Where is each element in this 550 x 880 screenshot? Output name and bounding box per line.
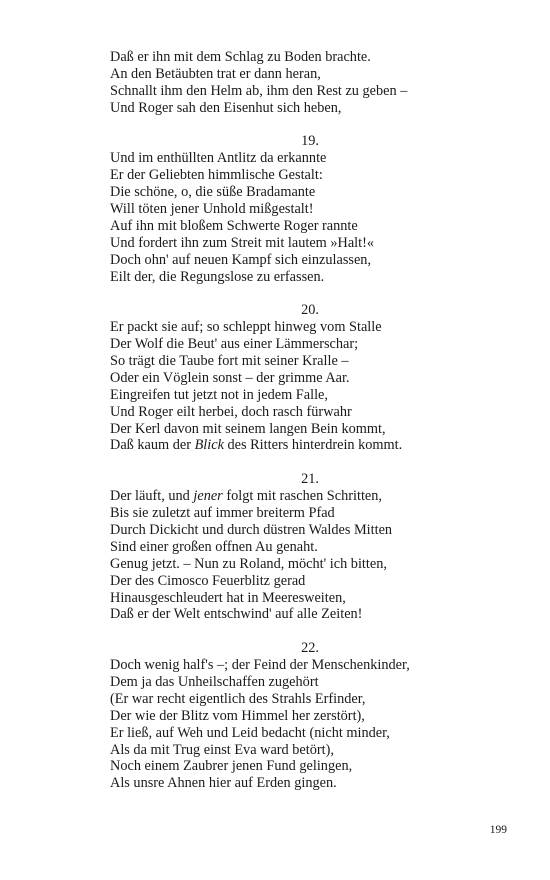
verse-line: Dem ja das Unheilschaffen zugehört <box>110 673 319 690</box>
stanza-20 <box>110 302 510 454</box>
verse-line: Er der Geliebten himmlische Gestalt: <box>110 167 323 184</box>
verse-line: Noch einem Zaubrer jenen Fund gelingen, <box>110 758 353 775</box>
verse-text: Daß kaum der <box>110 437 195 454</box>
verse-line: Oder ein Vöglein sonst – der grimme Aar. <box>110 369 350 386</box>
verse-line: Eilt der, die Regungslose zu erfassen. <box>110 268 325 285</box>
verse-line: Als da mit Trug einst Eva ward betört), <box>110 741 334 758</box>
verse-line: Will töten jener Unhold mißgestalt! <box>110 201 314 218</box>
verse-line: Der Wolf die Beut' aus einer Lämmerschar; <box>110 336 359 353</box>
verse-line: Der des Cimosco Feuerblitz gerad <box>110 572 306 589</box>
verse-line: Und im enthüllten Antlitz da erkannte <box>110 150 327 167</box>
stanza-22 <box>110 640 510 792</box>
verse-line <box>110 488 510 505</box>
verse-text: Der läuft, und <box>110 488 194 505</box>
verse-line: Und fordert ihn zum Streit mit lautem »Halt!« <box>110 234 375 251</box>
verse-line: (Er war recht eigentlich des Strahls Erfinder, <box>110 690 366 707</box>
intro-verse <box>110 49 510 117</box>
verse-line: Daß er der Welt entschwind' auf alle Zeiten! <box>110 606 363 623</box>
verse-line: Und Roger sah den Eisenhut sich heben, <box>110 99 342 116</box>
verse-line: Und Roger eilt herbei, doch rasch fürwahr <box>110 403 352 420</box>
verse-line: Die schöne, o, die süße Bradamante <box>110 184 316 201</box>
verse-line: So trägt die Taube fort mit seiner Kralle – <box>110 353 349 370</box>
verse-line <box>110 437 510 454</box>
verse-line: Doch ohn' auf neuen Kampf sich einzulassen, <box>110 251 372 268</box>
verse-text: folgt mit raschen Schritten, <box>222 488 382 505</box>
verse-line: Sind einer großen offnen Au genaht. <box>110 538 318 555</box>
stanza-19 <box>110 133 510 285</box>
stanza-number: 19. <box>301 133 319 150</box>
page-body <box>110 49 510 792</box>
emphasized-word: jener <box>193 488 223 505</box>
verse-line: Daß er ihn mit dem Schlag zu Boden brachte. <box>110 49 371 65</box>
verse-line: Bis sie zuletzt auf immer breiterm Pfad <box>110 505 335 522</box>
stanza-number: 20. <box>301 302 319 319</box>
verse-line: Genug jetzt. – Nun zu Roland, möcht' ich bitten, <box>110 555 387 572</box>
verse-line: Durch Dickicht und durch düstren Waldes Mitten <box>110 521 393 538</box>
verse-line: Er ließ, auf Weh und Leid bedacht (nicht minder, <box>110 724 390 741</box>
verse-line: Als unsre Ahnen hier auf Erden gingen. <box>110 775 337 792</box>
verse-line: Er packt sie auf; so schleppt hinweg vom Stalle <box>110 319 382 336</box>
page-number: 199 <box>489 824 507 836</box>
stanza-21 <box>110 471 510 623</box>
stanza-number: 22. <box>301 640 319 657</box>
verse-line: Auf ihn mit bloßem Schwerte Roger rannte <box>110 217 358 234</box>
verse-line: Schnallt ihm den Helm ab, ihm den Rest zu geben – <box>110 82 408 99</box>
verse-line: Hinausgeschleudert hat in Meeresweiten, <box>110 589 346 606</box>
verse-line: Der Kerl davon mit seinem langen Bein kommt, <box>110 420 386 437</box>
stanza-number: 21. <box>301 471 319 488</box>
verse-line: Der wie der Blitz vom Himmel her zerstört), <box>110 707 365 724</box>
verse-line: An den Betäubten trat er dann heran, <box>110 65 321 82</box>
verse-text: des Ritters hinterdrein kommt. <box>223 437 403 454</box>
verse-line: Doch wenig half's –; der Feind der Menschenkinder, <box>110 657 410 674</box>
emphasized-word: Blick <box>194 437 224 454</box>
verse-line: Eingreifen tut jetzt not in jedem Falle, <box>110 386 328 403</box>
